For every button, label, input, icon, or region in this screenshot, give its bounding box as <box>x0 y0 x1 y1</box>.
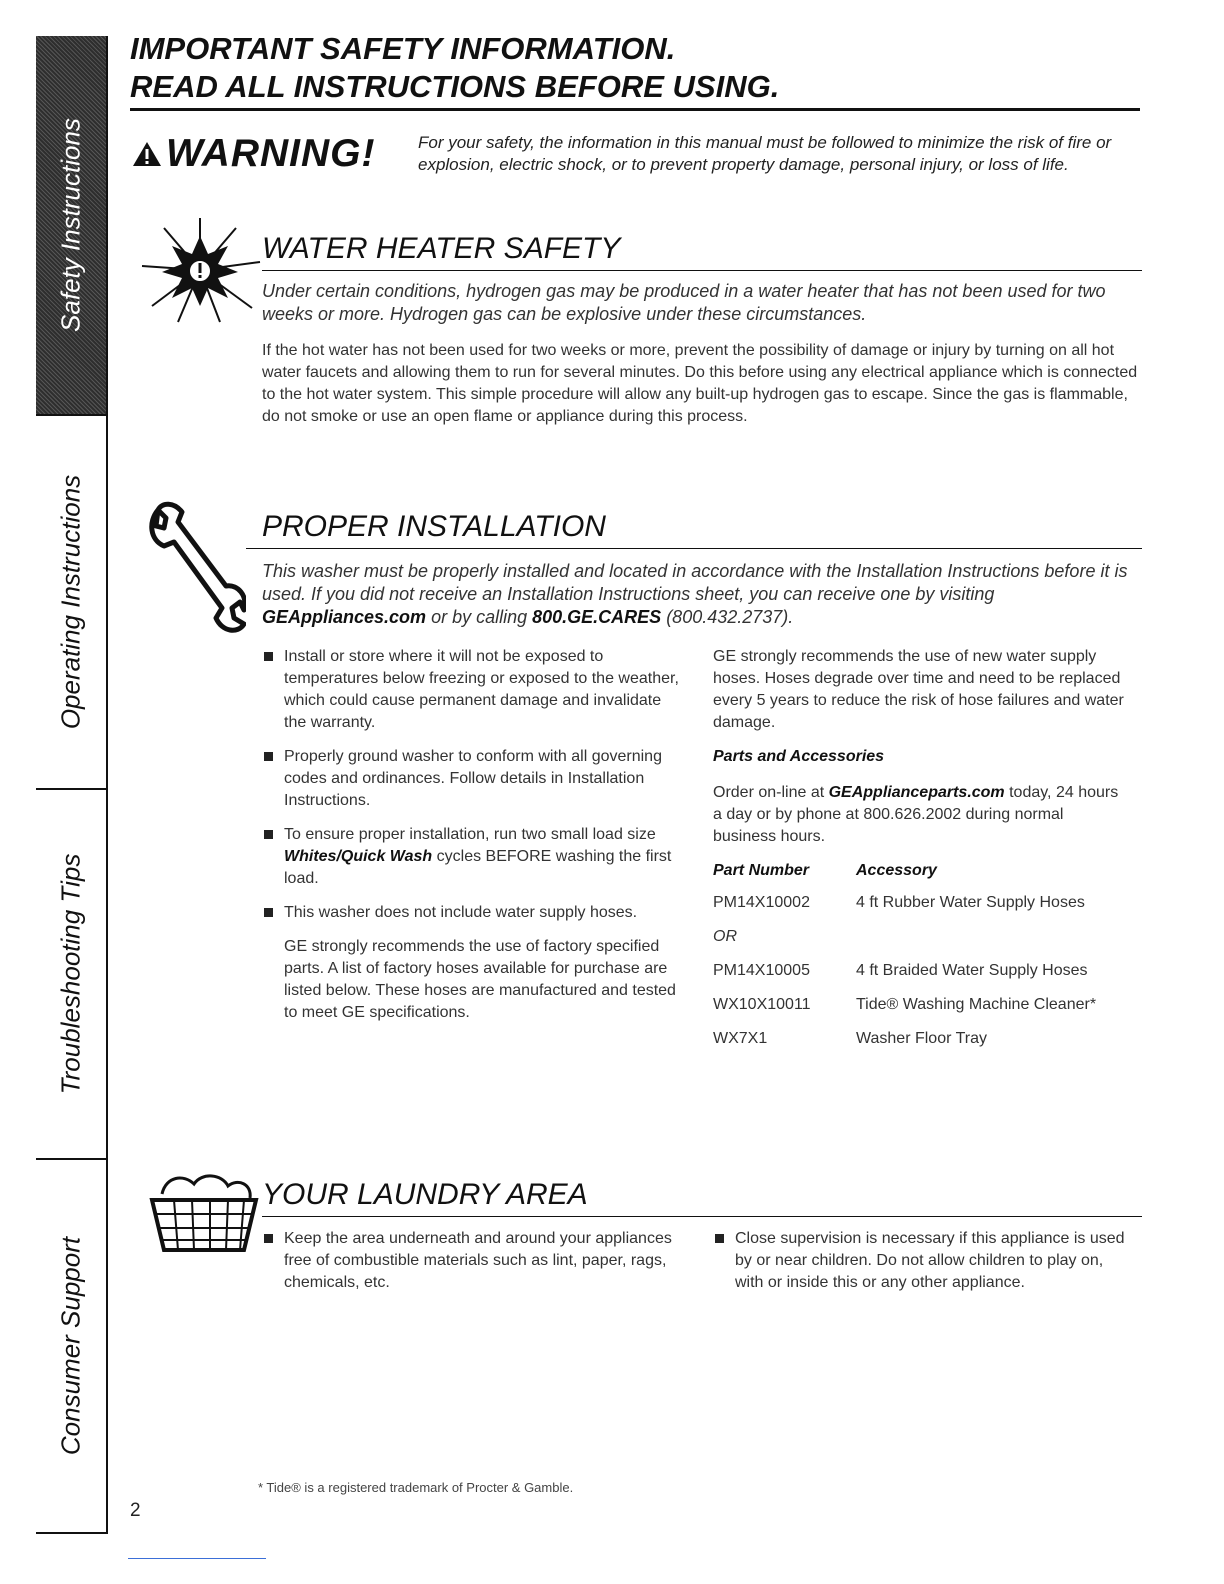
list-item <box>262 824 680 890</box>
water-heater-lead: Under certain conditions, hydrogen gas may be produced in a water heater that has not been used for two weeks or more. Hydrogen gas can be explosive under these circumstances. <box>262 281 1106 324</box>
accessory-header: Accessory <box>856 862 937 879</box>
part-number-header: Part Number <box>713 862 810 879</box>
installation-bullets <box>262 646 680 1036</box>
laundry-bullets-left <box>262 1228 680 1306</box>
order-info <box>713 782 1123 848</box>
title-line-1: IMPORTANT SAFETY INFORMATION. <box>130 31 676 66</box>
page-title <box>130 30 1140 111</box>
tab-label: Operating Instructions <box>55 474 86 730</box>
part-number: WX10X10011 <box>713 996 811 1013</box>
bullet-text: To ensure proper installation, run two small load size <box>284 826 656 843</box>
warning-text: For your safety, the information in this manual must be followed to minimize the risk of fire or explosion, electric shock, or to prevent property damage, personal injury, or loss of life. <box>418 133 1112 174</box>
footer-divider <box>128 1558 266 1559</box>
accessory: 4 ft Braided Water Supply Hoses <box>856 962 1088 979</box>
bullet-text: cycles BEFORE washing the first load. <box>284 848 672 887</box>
list-item: Install or store where it will not be exposed to temperatures below freezing or exposed to the weather, which could cause permanent damage and invalidate the warranty. <box>262 646 680 734</box>
laundry-title: YOUR LAUNDRY AREA <box>262 1178 588 1211</box>
table-row <box>713 1028 1096 1062</box>
warning-heading <box>132 132 375 176</box>
list-item: Close supervision is necessary if this appliance is used by or near children. Do not allow children to play on, with or inside this or any other appliance. <box>713 1228 1133 1294</box>
water-heater-body: If the hot water has not been used for two weeks or more, prevent the possibility of damage or injury by turning on all hot water faucets and allowing them to run for several minutes. Do this before using any electrical appliance which is connected to the hot water system. This simple procedure will allow any built-up hydrogen gas to escape. Since the gas is flammable, do not smoke or use an open flame or appliance during this process. <box>262 342 1138 425</box>
tab-troubleshooting-tips[interactable] <box>36 788 106 1158</box>
list-item: Properly ground washer to conform with all governing codes and ordinances. Follow details in Installation Instructions. <box>262 746 680 812</box>
part-number: PM14X10005 <box>713 962 810 979</box>
trademark-footnote: * Tide® is a registered trademark of Procter & Gamble. <box>258 1480 574 1495</box>
hoses-recommendation: GE strongly recommends the use of new water supply hoses. Hoses degrade over time and need to be replaced every 5 years to reduce the risk of hose failures and water damage. <box>713 648 1124 731</box>
table-row <box>713 994 1096 1028</box>
accessory: Washer Floor Tray <box>856 1030 987 1047</box>
laundry-bullets-right <box>713 1228 1133 1306</box>
parts-heading: Parts and Accessories <box>713 748 885 765</box>
lead-text: (800.432.2737). <box>661 607 794 627</box>
tab-safety-instructions[interactable] <box>36 36 106 414</box>
explosion-icon <box>138 214 266 326</box>
water-heater-title: WATER HEATER SAFETY <box>262 232 621 265</box>
table-header-row <box>713 862 1096 892</box>
ge-cares-phone: 800.GE.CARES <box>532 607 662 627</box>
accessory: 4 ft Rubber Water Supply Hoses <box>856 894 1085 911</box>
installation-lead <box>262 560 1142 629</box>
lead-text: This washer must be properly installed and located in accordance with the Installation Instructions before it is used. If you did not receive an Installation Instructions sheet, you can receive one by visiting <box>262 561 1128 604</box>
title-line-2: READ ALL INSTRUCTIONS BEFORE USING. <box>130 69 780 104</box>
part-number: WX7X1 <box>713 1030 768 1047</box>
accessory <box>856 926 1096 960</box>
table-row <box>713 926 1096 960</box>
page-number: 2 <box>130 1500 141 1521</box>
ge-parts-link[interactable]: GEApplianceparts.com <box>828 784 1005 801</box>
tab-label: Consumer Support <box>55 1236 86 1456</box>
section-sidebar <box>36 36 108 1534</box>
table-row <box>713 892 1096 926</box>
order-text: today, 24 hours a day or by phone at 800.626.2002 during normal business hours. <box>713 784 1119 845</box>
tab-label: Troubleshooting Tips <box>55 853 86 1095</box>
laundry-basket-icon <box>144 1170 264 1256</box>
warning-triangle-icon <box>132 141 162 167</box>
part-number: PM14X10002 <box>713 894 810 911</box>
warning-label: WARNING! <box>166 132 376 175</box>
section-rule <box>262 270 1142 271</box>
lead-text: or by calling <box>426 607 533 627</box>
tab-label: Safety Instructions <box>55 118 86 332</box>
section-rule <box>246 548 1142 549</box>
list-item-followup: GE strongly recommends the use of factory specified parts. A list of factory hoses available for purchase are listed below. These hoses are manufactured and tested to meet GE specifications. <box>284 938 676 1021</box>
tab-operating-instructions[interactable] <box>36 414 106 788</box>
installation-title: PROPER INSTALLATION <box>262 510 606 543</box>
tab-consumer-support[interactable] <box>36 1158 106 1532</box>
parts-table <box>713 862 1096 1062</box>
accessory: Tide® Washing Machine Cleaner* <box>856 996 1097 1013</box>
ge-appliances-link[interactable]: GEAppliances.com <box>262 607 427 627</box>
part-number: OR <box>713 928 737 945</box>
list-item: This washer does not include water supply hoses. <box>262 902 680 924</box>
wrench-icon <box>146 500 246 640</box>
list-item: Keep the area underneath and around your appliances free of combustible materials such as lint, paper, rags, chemicals, etc. <box>262 1228 680 1294</box>
section-rule <box>262 1216 1142 1217</box>
cycle-name: Whites/Quick Wash <box>284 848 433 865</box>
order-text: Order on-line at <box>713 784 829 801</box>
table-row <box>713 960 1096 994</box>
